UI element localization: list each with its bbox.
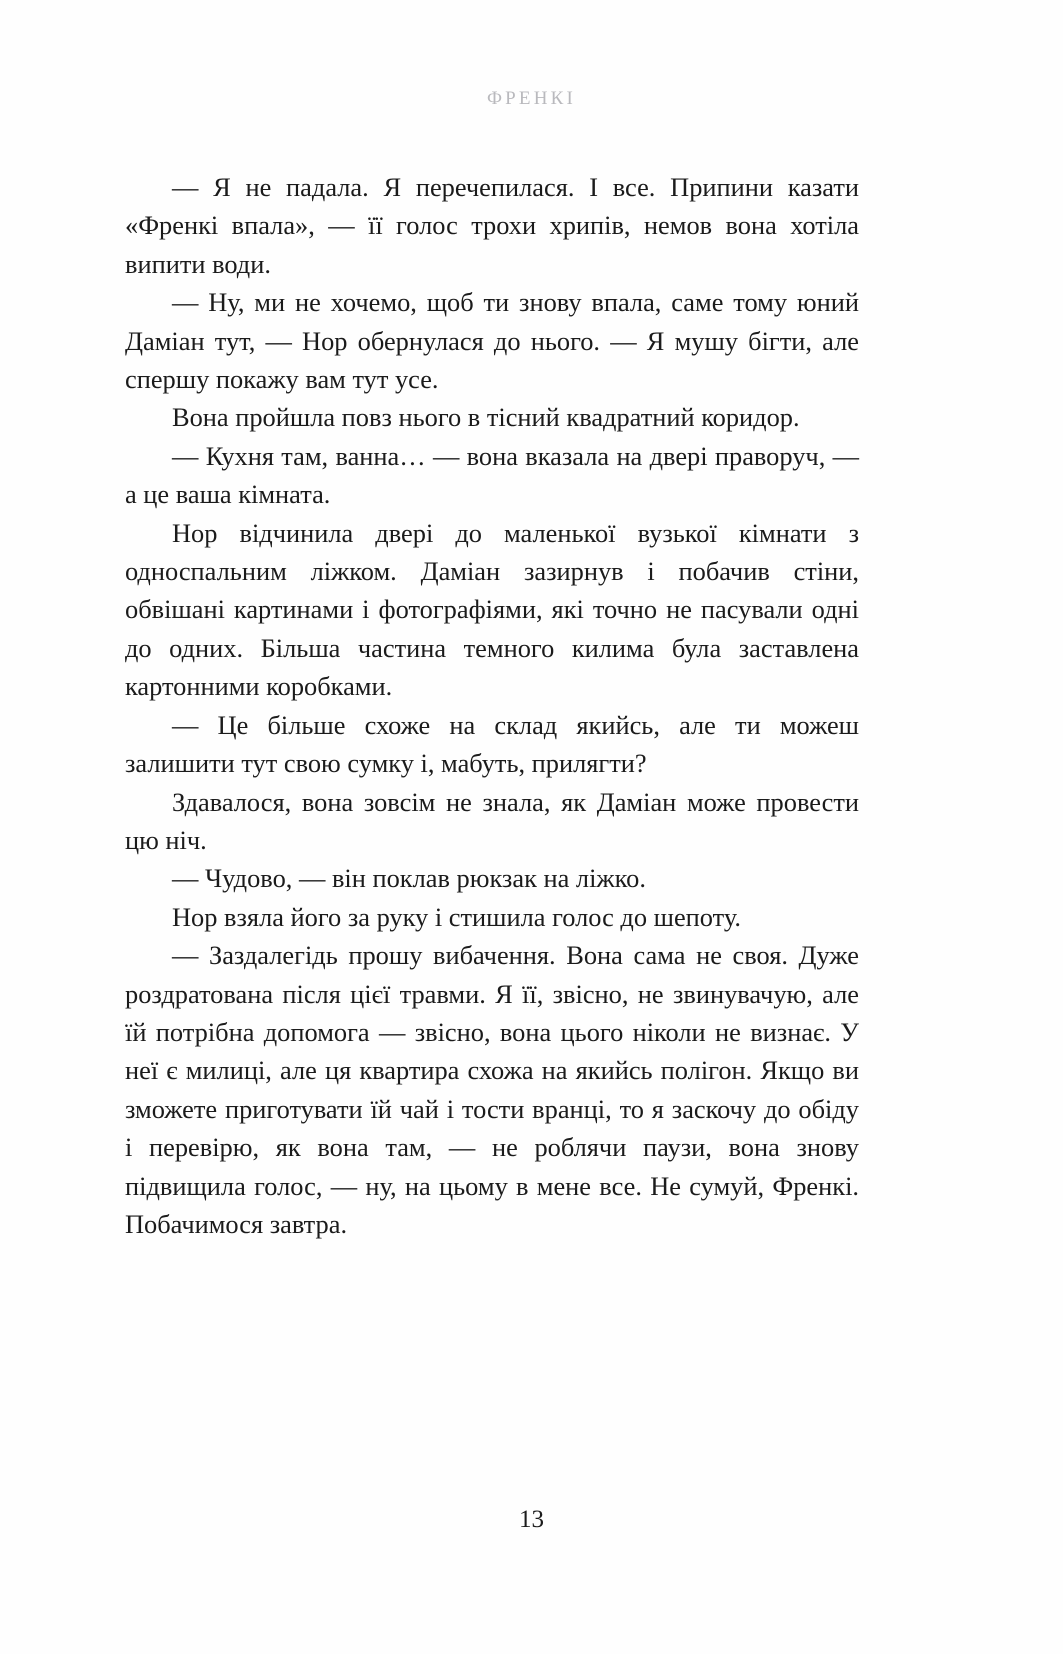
paragraph: — Заздалегідь прошу вибачення. Вона сама не своя. Дуже роздратована після цієї травми. Я її, звісно, не звинувачую, але їй потрібна допомога — звісно, вона цього ніколи не визнає. У неї є милиці, але ця квартира схожа на якийсь полігон. Якщо ви зможете приготувати їй чай і тости вранці, то я заскочу до обіду і перевірю, як вона там, — не роблячи паузи, вона знову підвищила голос, — ну, на цьому в мене все. Не сумуй, Френкі. Побачимося завтра.	[125, 940, 859, 1239]
paragraph: — Кухня там, ванна… — вона вказала на двері праворуч, — а це ваша кімната.	[125, 440, 859, 510]
paragraph: — Я не падала. Я перечепилася. І все. Припини казати «Френкі впала», — її голос трохи хрипів, немов вона хотіла випити води.	[125, 172, 859, 279]
paragraph: — Це більше схоже на склад якийсь, але ти можеш залишити тут свою сумку і, мабуть, прилягти?	[125, 709, 859, 779]
paragraph: — Чудово, — він поклав рюкзак на ліжко.	[172, 863, 646, 894]
body-text	[125, 168, 859, 1243]
paragraph: Нор взяла його за руку і стишила голос до шепоту.	[172, 901, 741, 932]
paragraph: Здавалося, вона зовсім не знала, як Даміан може провести цю ніч.	[125, 786, 859, 855]
page-number: 13	[519, 1506, 544, 1533]
paragraph: Нор відчинила двері до маленької вузької кімнати з односпальним ліжком. Даміан зазирнув і побачив стіни, обвішані картинами і фотографіями, які точно не пасували одні до одних. Більша частина темного килима була заставлена картонними коробками.	[125, 517, 859, 702]
running-head: ФРЕНКІ	[486, 88, 577, 109]
paragraph: — Ну, ми не хочемо, щоб ти знову впала, саме тому юний Даміан тут, — Нор обернулася до нього. — Я мушу бігти, але спершу покажу вам тут усе.	[125, 287, 859, 395]
paragraph: Вона пройшла повз нього в тісний квадратний коридор.	[172, 402, 800, 433]
